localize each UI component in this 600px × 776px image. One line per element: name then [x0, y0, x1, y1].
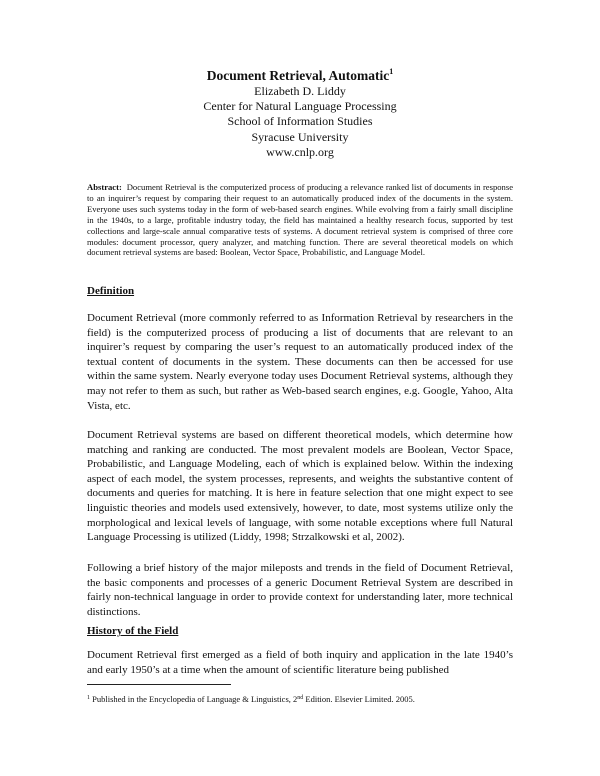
website-text: www.cnlp.org [266, 144, 334, 159]
paper-title [0, 68, 600, 84]
definition-heading: Definition [87, 285, 135, 297]
footnote-divider [87, 684, 231, 685]
paper-header [0, 68, 600, 160]
footnote-text-before: Published in the Encyclopedia of Language & Linguistics, 2 [90, 694, 298, 704]
footnote [87, 694, 527, 704]
title-footnote-mark: 1 [389, 67, 394, 76]
affiliation-center: Center for Natural Language Processing [203, 99, 397, 114]
abstract-block [87, 182, 513, 258]
footnote-edition-superscript: nd [297, 695, 304, 701]
affiliation-university: Syracuse University [251, 129, 349, 144]
abstract-text: Document Retrieval is the computerized process of producing a relevance ranked list of documents in response to an inquirer’s request by comparing their request to an automatically produced index of the documents in the system. Everyone uses such systems today in the form of web-based search engines. While evolving from a fairly small discipline in the 1940s, to a large, profitable industry today, the field has maintained a healthy research focus, supported by test collections and large-scale annual comparative tests of systems. A document retrieval system is comprised of three core modules: document processor, query analyzer, and matching function. There are several theoretical models on which document retrieval systems are based: Boolean, Vector Space, Probabilistic, and Language Model. [87, 182, 514, 258]
history-heading: History of the Field [87, 625, 179, 637]
footnote-text-after: Edition. Elsevier Limited. 2005. [303, 694, 415, 704]
author-name: Elizabeth D. Liddy [254, 84, 346, 98]
abstract-label: Abstract: [87, 182, 122, 192]
definition-paragraph-3: Following a brief history of the major mileposts and trends in the field of Document Retrieval, the basic components and processes of a generic Document Retrieval System are described in fairly non-technical language in order to provide context for understanding later, more technical distinctions. [87, 562, 513, 618]
history-paragraph-1: Document Retrieval first emerged as a field of both inquiry and application in the late 1940’s and early 1950’s at a time when the amount of scientific literature being published [87, 649, 513, 676]
affiliation-school: School of Information Studies [227, 114, 373, 129]
definition-paragraph-2: Document Retrieval systems are based on different theoretical models, which determine how matching and ranking are conducted. The most prevalent models are Boolean, Vector Space, Probabilistic, and Language Modeling, each of which is explained below. Within the indexing aspect of each model, the system processes, represents, and weights the substantive content of documents and queries for matching. It is here in feature selection that one might expect to see linguistic theories and models used extensively, however, to date, most systems utilize only the morphological and lexical levels of language, with some notable exceptions where full Natural Language Processing is utilized (Liddy, 1998; Strzalkowski et al, 2002). [87, 429, 513, 544]
footnote-mark: 1 [87, 695, 90, 701]
paper-title-text: Document Retrieval, Automatic [206, 68, 390, 83]
definition-paragraph-1: Document Retrieval (more commonly referred to as Information Retrieval by researchers in the field) is the computerized process of producing a list of documents that are relevant to an inquirer’s request by comparing the user’s request to an automatically produced index of the textual content of documents in the system. These documents can then be accessed for use within the same system. Nearly everyone today uses Document Retrieval systems, although they may not refer to them as such, but rather as Web-based search engines, e.g. Google, Yahoo, Alta Vista, etc. [87, 312, 513, 412]
